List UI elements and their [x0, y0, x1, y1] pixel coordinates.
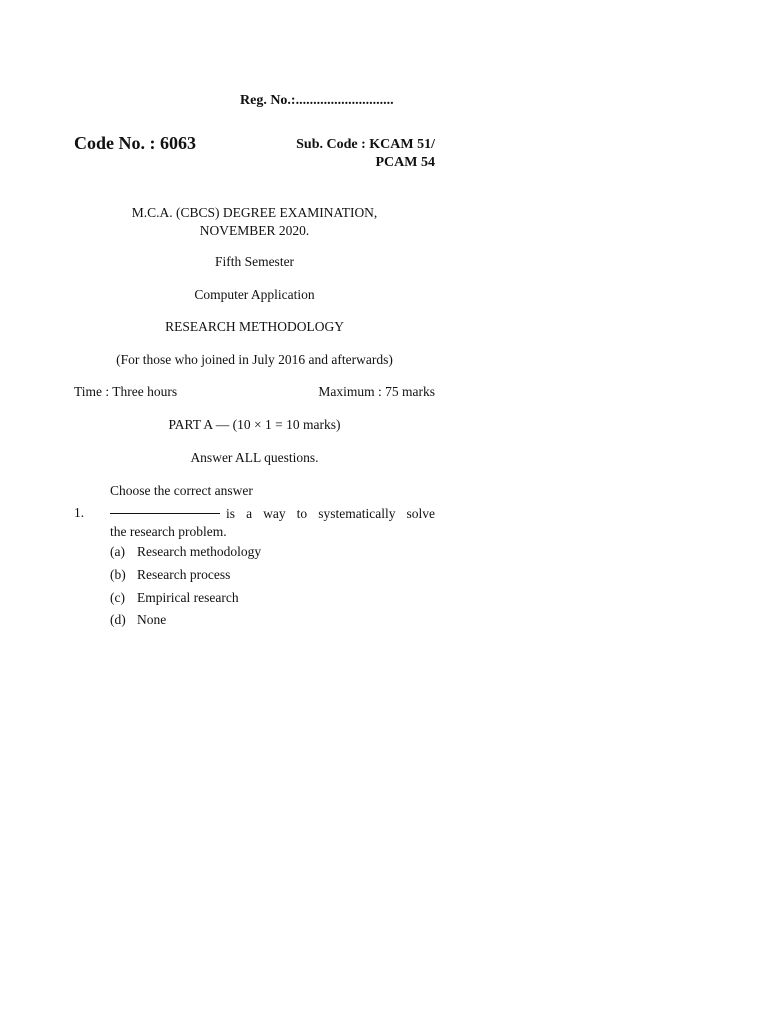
registration-number: Reg. No.:............................ — [240, 93, 394, 108]
question-word: solve — [406, 506, 435, 521]
question-text-line-2: the research problem. — [110, 523, 227, 539]
question-number: 1. — [74, 505, 85, 520]
question-word: a — [246, 506, 253, 521]
part-a-heading: PART A — (10 × 1 = 10 marks) — [168, 417, 341, 432]
course-title: RESEARCH METHODOLOGY — [165, 319, 344, 334]
time-allowed: Time : Three hours — [74, 384, 178, 399]
time-marks-row — [74, 384, 435, 400]
subject-code-line-2: PCAM 54 — [375, 155, 435, 170]
exam-title-line-1: M.C.A. (CBCS) DEGREE EXAMINATION, — [131, 205, 378, 220]
option-label: (b) — [110, 567, 126, 582]
option-text: Empirical research — [137, 590, 239, 605]
option-text: Research process — [137, 567, 231, 582]
question-word: is — [226, 506, 236, 521]
option-d — [110, 612, 166, 628]
option-label: (a) — [110, 544, 125, 559]
option-b — [110, 567, 230, 583]
question-text-line-1 — [110, 505, 435, 523]
question-word: systematically — [318, 506, 396, 521]
option-c — [110, 590, 239, 606]
eligibility-note: (For those who joined in July 2016 and afterwards) — [116, 352, 393, 367]
option-text: None — [137, 612, 167, 627]
maximum-marks: Maximum : 75 marks — [318, 384, 435, 399]
answer-all-instruction: Answer ALL questions. — [190, 450, 319, 465]
option-a — [110, 544, 261, 560]
question-word: to — [296, 506, 308, 521]
exam-title-line-2: NOVEMBER 2020. — [199, 222, 310, 238]
semester-label: Fifth Semester — [214, 254, 295, 269]
option-label: (d) — [110, 612, 126, 627]
subject-code-line-1: Sub. Code : KCAM 51/ — [296, 137, 435, 152]
code-number: Code No. : 6063 — [74, 133, 196, 153]
question-words — [226, 505, 435, 523]
answer-blank — [110, 513, 220, 514]
exam-title — [74, 204, 435, 239]
option-label: (c) — [110, 590, 125, 605]
choose-answer-instruction: Choose the correct answer — [110, 483, 253, 498]
option-text: Research methodology — [137, 544, 262, 559]
subject-code — [296, 136, 435, 172]
subject-label: Computer Application — [194, 287, 315, 302]
question-text — [110, 505, 435, 540]
question-word: way — [263, 506, 286, 521]
